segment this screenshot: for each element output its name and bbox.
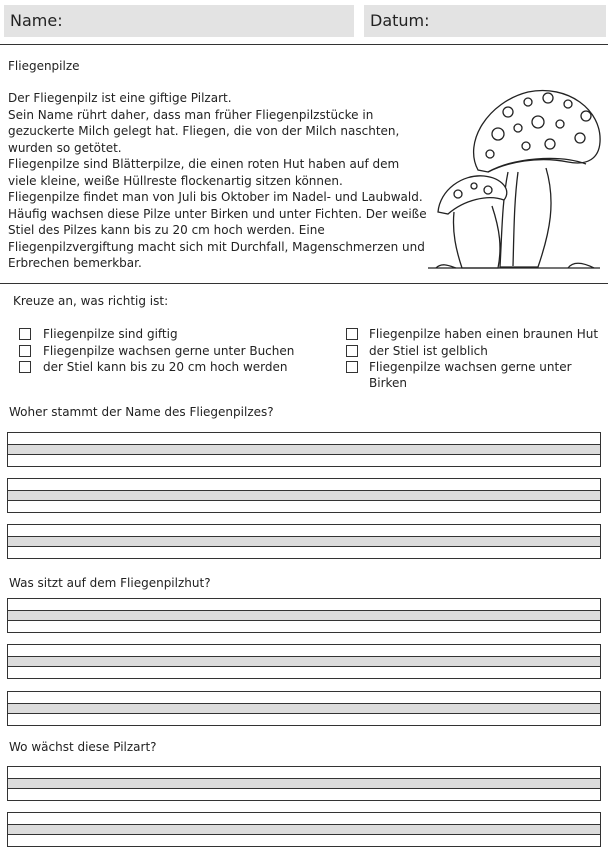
answer-lines[interactable] <box>7 432 601 467</box>
checklist-instruction: Kreuze an, was richtig ist: <box>13 294 169 308</box>
paragraph: Der Fliegenpilz ist eine giftige Pilzart. <box>8 91 232 105</box>
answer-lines[interactable] <box>7 766 601 801</box>
answer-lines[interactable] <box>7 524 601 559</box>
checkbox-label: der Stiel kann bis zu 20 cm hoch werden <box>43 360 288 374</box>
name-field[interactable] <box>4 5 354 37</box>
checkbox[interactable] <box>19 328 31 340</box>
answer-lines[interactable] <box>7 598 601 633</box>
checkbox[interactable] <box>346 361 358 373</box>
question-1: Woher stammt der Name des Fliegenpilzes? <box>9 405 274 419</box>
paragraph: Fliegenpilze findet man von Juli bis Oktober im Nadel- und Laubwald. Häufig wachsen diese Pilze unter Birken und unter Fichten. Der weiße Stiel des Pilzes kann bis zu 20 cm hoch werden. Eine Fliegenpilzvergiftung macht sich mit Durchfall, Magenschmerzen und Erbrechen bemerkbar. <box>8 190 427 270</box>
answer-lines[interactable] <box>7 812 601 847</box>
divider-top <box>0 44 608 45</box>
date-label: Datum: <box>370 11 430 30</box>
answer-lines[interactable] <box>7 478 601 513</box>
checkbox[interactable] <box>346 345 358 357</box>
question-2: Was sitzt auf dem Fliegenpilzhut? <box>9 576 211 590</box>
answer-lines[interactable] <box>7 691 601 726</box>
name-label: Name: <box>10 11 63 30</box>
divider-middle <box>0 283 608 284</box>
intro-text <box>8 90 428 272</box>
date-field[interactable] <box>364 5 606 37</box>
checkbox[interactable] <box>19 345 31 357</box>
paragraph: Fliegenpilze sind Blätterpilze, die einen roten Hut haben auf dem viele kleine, weiße Hüllreste flockenartig sitzen können. <box>8 157 400 188</box>
worksheet-title: Fliegenpilze <box>8 59 80 73</box>
paragraph: Sein Name rührt daher, dass man früher Fliegenpilzstücke in gezuckerte Milch gelegt hat. Fliegen, die von der Milch naschten, wurden so getötet. <box>8 107 400 155</box>
checkbox-label: Fliegenpilze wachsen gerne unter Birken <box>369 360 572 390</box>
question-3: Wo wächst diese Pilzart? <box>9 740 157 754</box>
answer-lines[interactable] <box>7 644 601 679</box>
checkbox-label: der Stiel ist gelblich <box>369 344 488 358</box>
checkbox[interactable] <box>346 328 358 340</box>
checkbox-label: Fliegenpilze sind giftig <box>43 327 178 341</box>
checkbox-label: Fliegenpilze haben einen braunen Hut <box>369 327 599 341</box>
mushroom-illustration <box>418 82 606 274</box>
checkbox[interactable] <box>19 361 31 373</box>
checkbox-label: Fliegenpilze wachsen gerne unter Buchen <box>43 344 295 358</box>
